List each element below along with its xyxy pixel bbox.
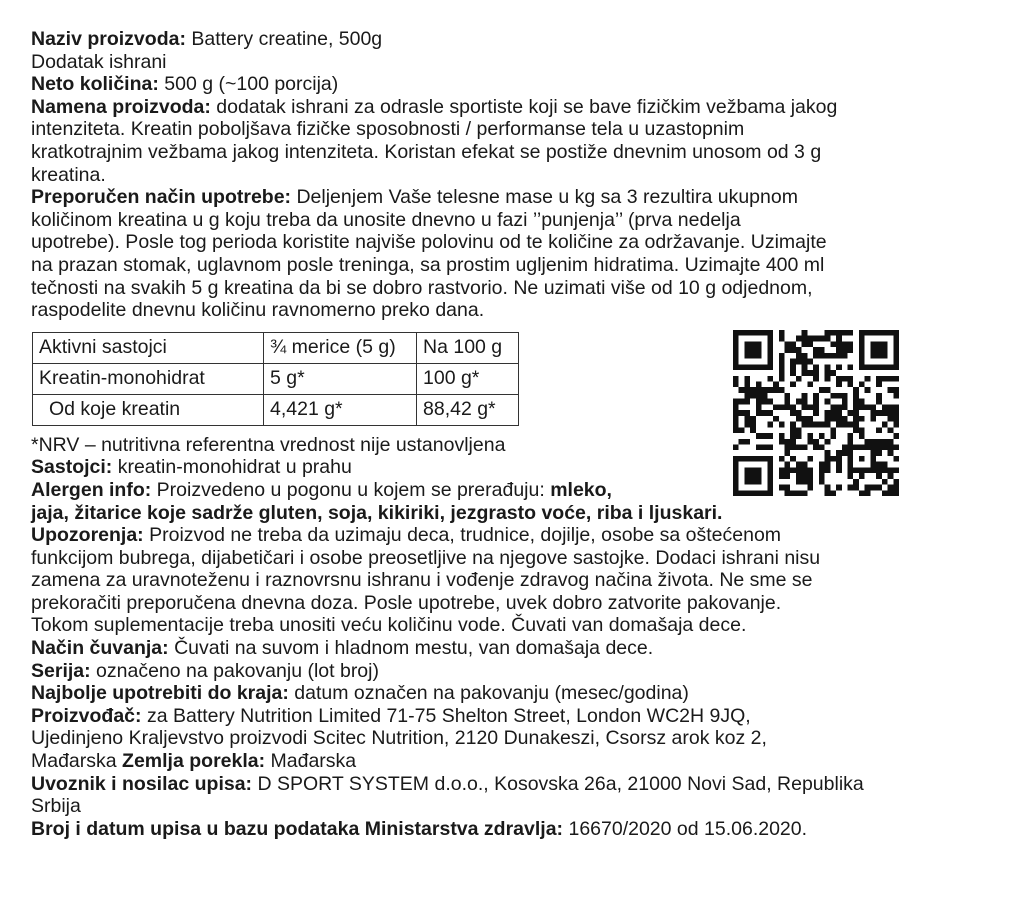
table-cell: Od koje kreatin	[33, 394, 264, 425]
purpose-section: Namena proizvoda: dodatak ishrani za odrasle sportiste koji se bave fizičkim vežbama jakog intenziteta. Kreatin poboljšava fizičke sposobnosti / performanse tela u uzastopnim kratkotrajnim vežbama jakog intenziteta. Koristan efekat se postiže dnevnim unosom od 3 g kreatina.	[31, 95, 838, 186]
table-row	[33, 394, 519, 425]
table-cell: 100 g*	[417, 363, 519, 394]
product-name-row: Naziv proizvoda: Battery creatine, 500g	[31, 28, 383, 50]
importer-section: Uvoznik i nosilac upisa: D SPORT SYSTEM d.o.o., Kosovska 26a, 21000 Novi Sad, Republika Srbija	[31, 772, 864, 818]
manufacturer-section: Proizvođač: za Battery Nutrition Limited 71-75 Shelton Street, London WC2H 9JQ, Ujedinjeno Kraljevstvo proizvodi Scitec Nutrition, 2120 Dunakeszi, Csorsz arok koz 2, Mađarska Zemlja porekla: Mađarska	[31, 704, 767, 773]
table-cell: 88,42 g*	[417, 394, 519, 425]
qr-code-icon	[733, 330, 899, 496]
usage-section: Preporučen način upotrebe: Deljenjem Vaše telesne mase u kg sa 3 rezultira ukupnom količinom kreatina u g koju treba da unosite dnevno u fazi ’’punjenja’’ (prva nedelja upotrebe). Posle tog perioda koristite najviše polovinu od te količine za održavanje. Uzimajte na prazan stomak, uglavnom posle treninga, sa prostim ugljenim hidratima. Uzimajte 400 ml tečnosti na svakih 5 g kreatina da bi se dobro rastvorio. Ne uzimati više od 10 g odjednom, raspodelite dnevnu količinu ravnomerno preko dana.	[31, 186, 827, 322]
table-cell: 4,421 g*	[264, 394, 417, 425]
nutrition-table	[32, 332, 519, 426]
batch-row: Serija: označeno na pakovanju (lot broj)	[31, 659, 379, 682]
table-header-cell: ¾ merice (5 g)	[264, 332, 417, 363]
storage-row: Način čuvanja: Čuvati na suvom i hladnom mestu, van domašaja dece.	[31, 637, 654, 660]
table-cell: 5 g*	[264, 363, 417, 394]
table-header-cell: Aktivni sastojci	[33, 332, 264, 363]
nrv-note: *NRV – nutritivna referentna vrednost nije ustanovljena	[31, 433, 506, 456]
ingredients-row: Sastojci: kreatin-monohidrat u prahu	[31, 456, 352, 479]
warnings-section: Upozorenja: Proizvod ne treba da uzimaju deca, trudnice, dojilje, osobe sa oštećenom funkcijom bubrega, dijabetičari i osobe preosetljive na njegove sastojke. Dodaci ishrani nisu zamena za uravnoteženu i raznovrsnu ishranu i vođenje zdravog načina života. Ne sme se prekoračiti preporučena dnevna doza. Posle upotrebe, uvek dobro zatvorite pakovanje. Tokom suplementacije treba unositi veću količinu vode. Čuvati van domašaja dece.	[31, 524, 821, 637]
table-cell: Kreatin-monohidrat	[33, 363, 264, 394]
allergen-section: Alergen info: Proizvedeno u pogonu u kojem se prerađuju: mleko, jaja, žitarice koje sadrže gluten, soja, kikiriki, jezgrasto voće, riba i ljuskari.	[31, 478, 723, 524]
product-name-value: Battery creatine, 500g	[191, 28, 383, 50]
registration-row: Broj i datum upisa u bazu podataka Ministarstva zdravlja: 16670/2020 od 15.06.2020.	[31, 817, 808, 840]
supplement-type: Dodatak ishrani	[31, 50, 167, 73]
table-row	[33, 363, 519, 394]
table-header-cell: Na 100 g	[417, 332, 519, 363]
net-quantity-row: Neto količina: 500 g (~100 porcija)	[31, 73, 339, 96]
table-header-row	[33, 332, 519, 363]
best-before-row: Najbolje upotrebiti do kraja: datum označen na pakovanju (mesec/godina)	[31, 682, 689, 705]
